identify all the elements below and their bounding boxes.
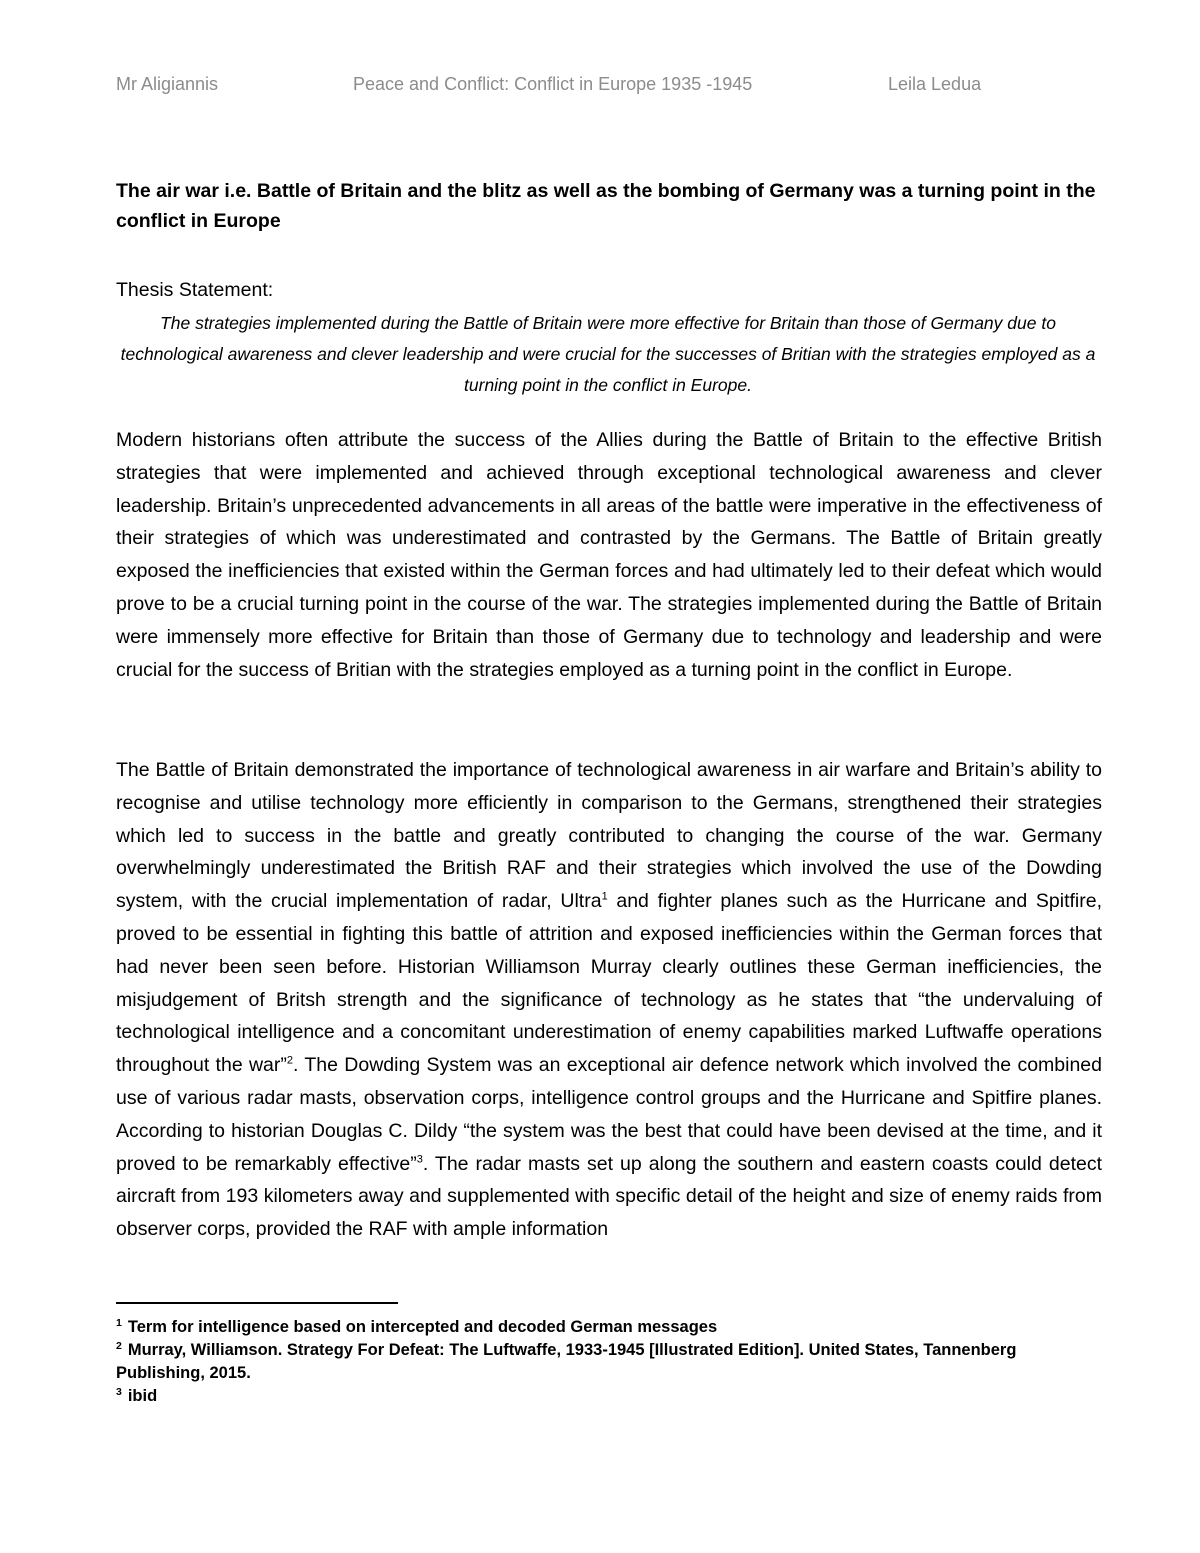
footnote-number: 1 — [116, 1316, 122, 1329]
footnote-item — [116, 1339, 1106, 1385]
paragraph-intro: Modern historians often attribute the success of the Allies during the Battle of Britain to the effective British strategies that were implemented and achieved through exceptional technological awareness and clever leadership. Britain’s unprecedented advancements in all areas of the battle were imperative in the effectiveness of their strategies of which was underestimated and contrasted by the Germans. The Battle of Britain greatly exposed the inefficiencies that existed within the German forces and had ultimately led to their defeat which would prove to be a crucial turning point in the course of the war. The strategies implemented during the Battle of Britain were immensely more effective for Britain than those of Germany due to technology and leadership and were crucial for the success of Britian with the strategies employed as a turning point in the conflict in Europe. — [116, 429, 1102, 681]
paragraph-technology — [116, 754, 1102, 1246]
essay-title: The air war i.e. Battle of Britain and the blitz as well as the bombing of Germany was a turning point in the conflict in Europe — [116, 180, 1096, 232]
page-header — [0, 74, 1200, 100]
paragraph-technology-part-b: and fighter planes such as the Hurricane and Spitfire, proved to be essential in fighting this battle of attrition and exposed inefficiencies within the German forces that had never been seen before. Historian Williamson Murray clearly outlines these German inefficiencies, the misjudgement of Britsh strength and the significance of technology as he states that “the undervaluing of technological intelligence and a concomitant underestimation of enemy capabilities marked Luftwaffe operations throughout the war” — [116, 890, 1103, 1077]
paragraph-technology-part-c: . The Dowding System was an exceptional air defence network which involved the combined use of various radar masts, observation corps, intelligence control groups and the Hurricane and Spitfire planes. According to historian Douglas C. Dildy “the system was the best that could have been devised at the time, and it proved to be remarkably effective” — [116, 1054, 1102, 1175]
header-teacher: Mr Aligiannis — [116, 74, 219, 94]
header-student: Leila Ledua — [888, 74, 982, 94]
header-course: Peace and Conflict: Conflict in Europe 1935 -1945 — [353, 74, 753, 94]
footnote-text: Term for intelligence based on intercepted and decoded German messages — [127, 1318, 718, 1336]
footnote-item — [116, 1316, 1106, 1339]
footnotes — [116, 1316, 1106, 1408]
paragraph-technology-part-a: The Battle of Britain demonstrated the importance of technological awareness in air warfare and Britain’s ability to recognise and utilise technology more efficiently in comparison to the Germans, strengthened their strategies which led to success in the battle and greatly contributed to changing the course of the war. Germany overwhelmingly underestimated the British RAF and their strategies which involved the use of the Dowding system, with the crucial implementation of radar, Ultra — [116, 759, 1102, 913]
footnote-text: Murray, Williamson. Strategy For Defeat: The Luftwaffe, 1933-1945 [Illustrated Edition]. United States, Tannenberg Publishing, 2015. — [116, 1341, 1017, 1382]
footnote-separator — [116, 1302, 398, 1304]
footnote-text: ibid — [127, 1387, 158, 1405]
footnote-number: 3 — [116, 1385, 122, 1398]
footnote-item — [116, 1385, 1106, 1408]
footnote-ref-3: 3 — [416, 1153, 423, 1166]
footnote-ref-1: 1 — [601, 890, 608, 903]
thesis-label: Thesis Statement: — [116, 279, 274, 301]
footnote-number: 2 — [116, 1339, 122, 1352]
paragraph-technology-part-d: . The radar masts set up along the southern and eastern coasts could detect aircraft from 193 kilometers away and supplemented with specific detail of the height and size of enemy raids from observer corps, provided the RAF with ample information — [116, 1152, 1103, 1241]
footnote-ref-2: 2 — [286, 1054, 294, 1067]
thesis-statement: The strategies implemented during the Battle of Britain were more effective for Britain than those of Germany due to technological awareness and clever leadership and were crucial for the successes of Britian with the strategies employed as a turning point in the conflict in Europe. — [120, 313, 1096, 395]
